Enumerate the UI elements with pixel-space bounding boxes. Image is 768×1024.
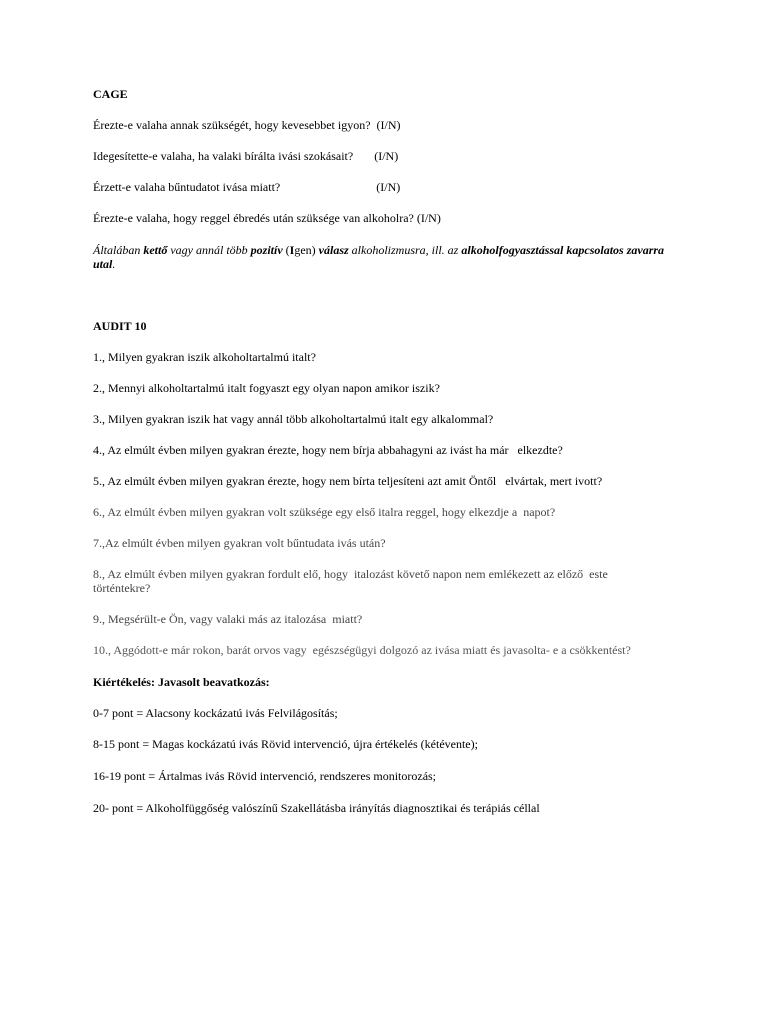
audit-question-4: 4., Az elmúlt évben milyen gyakran érezte, hogy nem bírja abbahagyni az ivást ha már elkezdte? — [93, 443, 563, 457]
evaluation-range-3: 16-19 pont = Ártalmas ivás Rövid intervenció, rendszeres monitorozás; — [93, 769, 437, 783]
audit-question-5: 5., Az elmúlt évben milyen gyakran érezte, hogy nem bírta teljesíteni azt amit Öntől elvártak, mert ivott? — [93, 474, 603, 488]
audit-question-8: 8., Az elmúlt évben milyen gyakran fordult elő, hogy italozást követő napon nem emlékezett az előző este történtekre? — [93, 567, 611, 595]
cage-interpretation-note: Általában kettő vagy annál több pozitív (Igen) válasz alkoholizmusra, ill. az alkoholfogyasztással kapcsolatos zavarra utal. — [93, 243, 668, 271]
audit-question-1: 1., Milyen gyakran iszik alkoholtartalmú italt? — [93, 350, 316, 364]
audit-question-3: 3., Milyen gyakran iszik hat vagy annál több alkoholtartalmú italt egy alkalommal? — [93, 412, 494, 426]
evaluation-range-4: 20- pont = Alkoholfüggőség valószínű Szakellátásba irányítás diagnosztikai és terápiás céllal — [93, 801, 540, 815]
audit-question-10: 10., Aggódott-e már rokon, barát orvos vagy egészségügyi dolgozó az ivása miatt és javasolta- e a csökkentést? — [93, 643, 631, 657]
cage-question-4: Érezte-e valaha, hogy reggel ébredés után szüksége van alkoholra? (I/N) — [93, 211, 441, 225]
evaluation-range-2: 8-15 pont = Magas kockázatú ivás Rövid intervenció, újra értékelés (kétévente); — [93, 737, 478, 751]
audit-question-6: 6., Az elmúlt évben milyen gyakran volt szüksége egy első italra reggel, hogy elkezdje a napot? — [93, 505, 556, 519]
cage-question-2: Idegesítette-e valaha, ha valaki bírálta ivási szokásait? (I/N) — [93, 149, 399, 163]
evaluation-range-1: 0-7 pont = Alacsony kockázatú ivás Felvilágosítás; — [93, 706, 338, 720]
cage-question-1: Érezte-e valaha annak szükségét, hogy kevesebbet igyon? (I/N) — [93, 118, 401, 132]
audit-title: AUDIT 10 — [93, 319, 147, 333]
audit-question-7: 7.,Az elmúlt évben milyen gyakran volt bűntudata ivás után? — [93, 536, 386, 550]
audit-question-9: 9., Megsérült-e Ön, vagy valaki más az italozása miatt? — [93, 612, 363, 626]
evaluation-title: Kiértékelés: Javasolt beavatkozás: — [93, 675, 270, 689]
cage-title: CAGE — [93, 87, 128, 101]
cage-question-3: Érzett-e valaha bűntudatot ivása miatt? (I/N) — [93, 180, 401, 194]
audit-question-2: 2., Mennyi alkoholtartalmú italt fogyaszt egy olyan napon amikor iszik? — [93, 381, 440, 395]
